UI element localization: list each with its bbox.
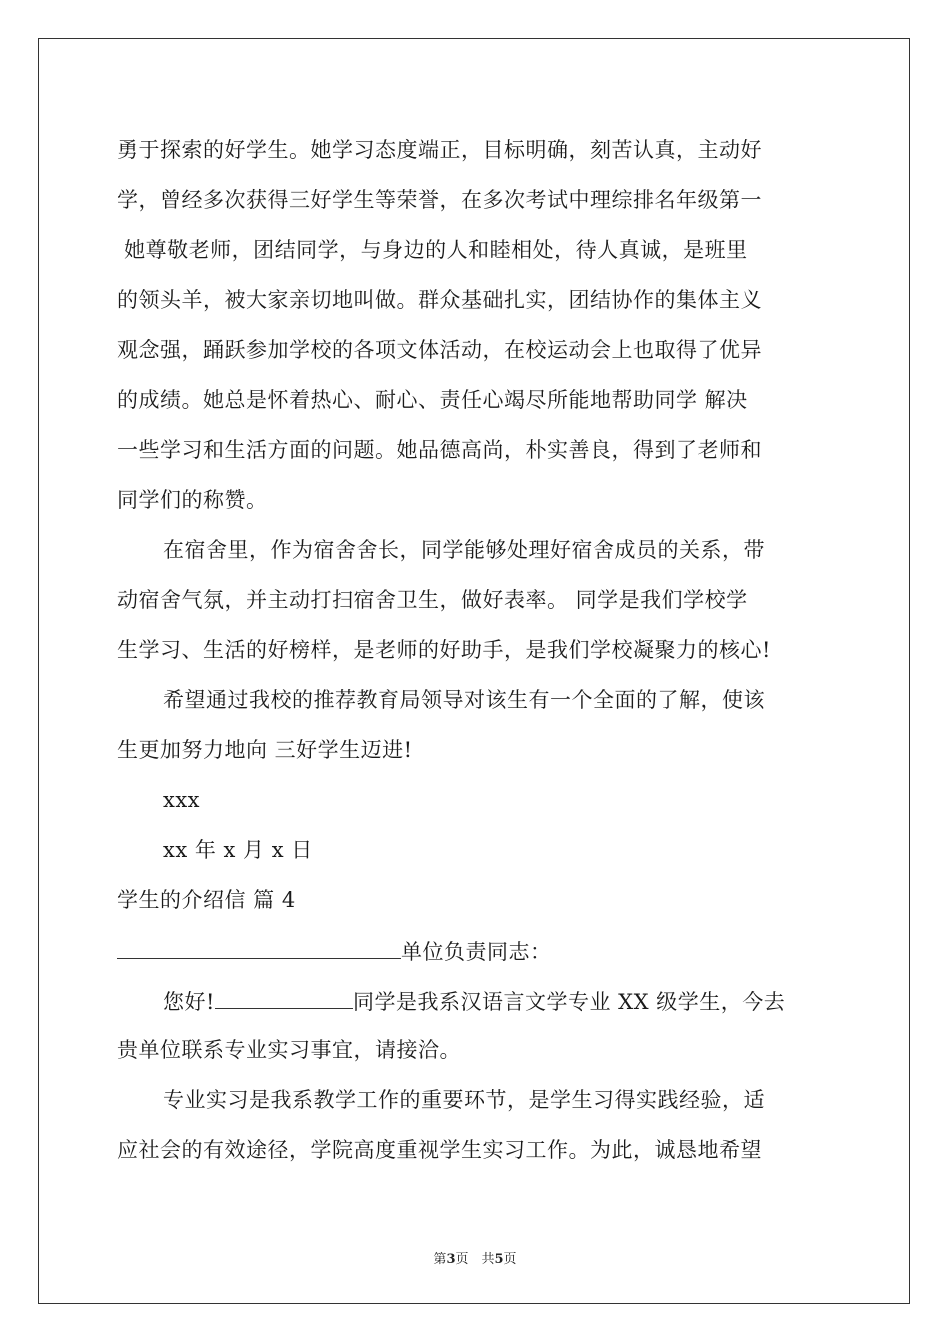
footer-mid: 页 共 bbox=[455, 1252, 495, 1267]
paragraph-line: 在宿舍里，作为宿舍舍长，同学能够处理好宿舍成员的关系，带 bbox=[163, 538, 765, 562]
paragraph-line: 的成绩。她总是怀着热心、耐心、责任心竭尽所能地帮助同学 解决 bbox=[117, 388, 748, 412]
paragraph-line: 的领头羊，被大家亲切地叫做。群众基础扎实，团结协作的集体主义 bbox=[117, 288, 762, 312]
paragraph-line: 观念强，踊跃参加学校的各项文体活动，在校运动会上也取得了优异 bbox=[117, 338, 762, 362]
greeting-prefix: 您好! bbox=[163, 990, 215, 1014]
blank-underline bbox=[117, 936, 401, 959]
footer-suffix: 页 bbox=[503, 1252, 517, 1267]
blank-underline bbox=[215, 986, 353, 1009]
paragraph-line: 动宿舍气氛，并主动打扫宿舍卫生，做好表率。 同学是我们学校学 bbox=[117, 588, 748, 612]
paragraph-line: 生更加努力地向 三好学生迈进! bbox=[117, 738, 413, 762]
paragraph-line: 生学习、生活的好榜样，是老师的好助手，是我们学校凝聚力的核心! bbox=[117, 638, 771, 662]
paragraph-line: 同学们的称赞。 bbox=[117, 488, 268, 512]
date-line: xx 年 x 月 x 日 bbox=[163, 838, 313, 862]
paragraph-line: 专业实习是我系教学工作的重要环节，是学生习得实践经验，适 bbox=[163, 1088, 765, 1112]
section-title: 学生的介绍信 篇 4 bbox=[117, 888, 296, 912]
paragraph-line: 应社会的有效途径，学院高度重视学生实习工作。为此，诚恳地希望 bbox=[117, 1138, 762, 1162]
paragraph-line: 一些学习和生活方面的问题。她品德高尚，朴实善良，得到了老师和 bbox=[117, 438, 762, 462]
current-page: 3 bbox=[446, 1252, 456, 1267]
page-footer bbox=[0, 1248, 950, 1267]
greeting-line bbox=[163, 986, 785, 1016]
paragraph-line: 贵单位联系专业实习事宜，请接洽。 bbox=[117, 1038, 461, 1062]
page-border bbox=[38, 38, 910, 1304]
total-pages: 5 bbox=[494, 1252, 504, 1267]
addressee-text: 单位负责同志： bbox=[401, 940, 552, 964]
paragraph-line: 勇于探索的好学生。她学习态度端正，目标明确，刻苦认真，主动好 bbox=[117, 138, 762, 162]
paragraph-line: 希望通过我校的推荐教育局领导对该生有一个全面的了解，使该 bbox=[163, 688, 765, 712]
greeting-suffix: 同学是我系汉语言文学专业 XX 级学生，今去 bbox=[352, 990, 786, 1014]
addressee-line bbox=[117, 936, 552, 966]
signature: xxx bbox=[163, 788, 201, 812]
paragraph-line: 她尊敬老师，团结同学，与身边的人和睦相处，待人真诚，是班里 bbox=[117, 238, 748, 262]
paragraph-line: 学，曾经多次获得三好学生等荣誉，在多次考试中理综排名年级第一 bbox=[117, 188, 762, 212]
footer-prefix: 第 bbox=[433, 1252, 447, 1267]
